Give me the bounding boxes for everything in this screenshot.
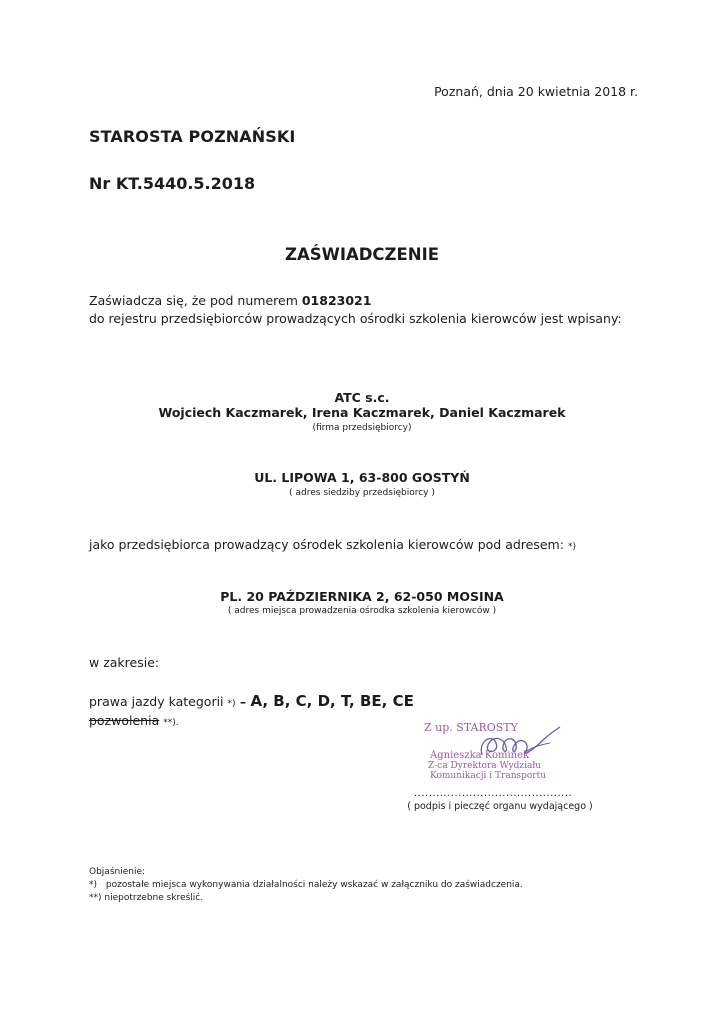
company-caption: (firma przedsiębiorcy) — [312, 423, 412, 433]
permit-struck: pozwolenia — [89, 713, 160, 728]
permit-note-mark: **). — [163, 718, 179, 728]
licence-note-mark: *) — [227, 699, 236, 709]
intro-line-1 — [89, 293, 371, 308]
licence-dash: – — [235, 694, 251, 709]
intro-line-2: do rejestru przedsiębiorców prowadzących ośrodki szkolenia kierowców jest wpisany: — [89, 311, 622, 326]
footnote-2-text: niepotrzebne skreślić. — [104, 893, 204, 903]
register-number: 01823021 — [301, 293, 372, 308]
licence-prefix: prawa jazdy kategorii — [89, 694, 224, 709]
document-title: ZAŚWIADCZENIE — [285, 245, 439, 264]
stamp-line-4: Komunikacji i Transportu — [430, 771, 547, 781]
footnote-1-mark: *) — [89, 880, 98, 890]
licence-categories: A, B, C, D, T, BE, CE — [250, 692, 414, 710]
official-stamp — [420, 721, 570, 791]
footnote-2 — [89, 893, 203, 903]
intro-prefix: Zaświadcza się, że pod numerem — [89, 293, 302, 308]
stamp-line-1: Z up. STAROSTY — [424, 721, 518, 734]
company-name: ATC s.c. — [334, 390, 390, 405]
licence-line — [89, 692, 414, 710]
center-address: PL. 20 PAŹDZIERNIKA 2, 62-050 MOSINA — [220, 589, 504, 604]
seat-address: UL. LIPOWA 1, 63-800 GOSTYŃ — [254, 470, 470, 485]
signature-dots: ........................................... — [414, 788, 573, 799]
stamp-line-2: Agnieszka Kominek — [430, 750, 530, 761]
footnote-2-mark: **) — [89, 893, 102, 903]
scope-label: w zakresie: — [89, 655, 160, 670]
footnote-1-text: pozostałe miejsca wykonywania działalności należy wskazać w załączniku do zaświadczenia. — [105, 880, 523, 890]
footnotes-heading: Objaśnienie: — [89, 867, 146, 877]
seat-caption: ( adres siedziby przedsiębiorcy ) — [289, 488, 435, 498]
center-intro-note-mark: *) — [567, 542, 576, 552]
company-owners: Wojciech Kaczmarek, Irena Kaczmarek, Daniel Kaczmarek — [158, 405, 566, 420]
permit-line — [89, 713, 179, 728]
document-number: Nr KT.5440.5.2018 — [89, 174, 256, 193]
handwritten-signature — [420, 721, 570, 766]
authority-heading: STAROSTA POZNAŃSKI — [89, 127, 296, 146]
center-caption: ( adres miejsca prowadzenia ośrodka szkolenia kierowców ) — [227, 606, 497, 616]
center-intro — [89, 537, 576, 552]
signature-caption: ( podpis i pieczęć organu wydającego ) — [407, 801, 593, 812]
issue-date: Poznań, dnia 20 kwietnia 2018 r. — [434, 84, 638, 99]
stamp-line-3: Z-ca Dyrektora Wydziału — [428, 761, 542, 771]
center-intro-text: jako przedsiębiorca prowadzący ośrodek szkolenia kierowców pod adresem: — [89, 537, 564, 552]
footnote-1 — [89, 880, 523, 890]
